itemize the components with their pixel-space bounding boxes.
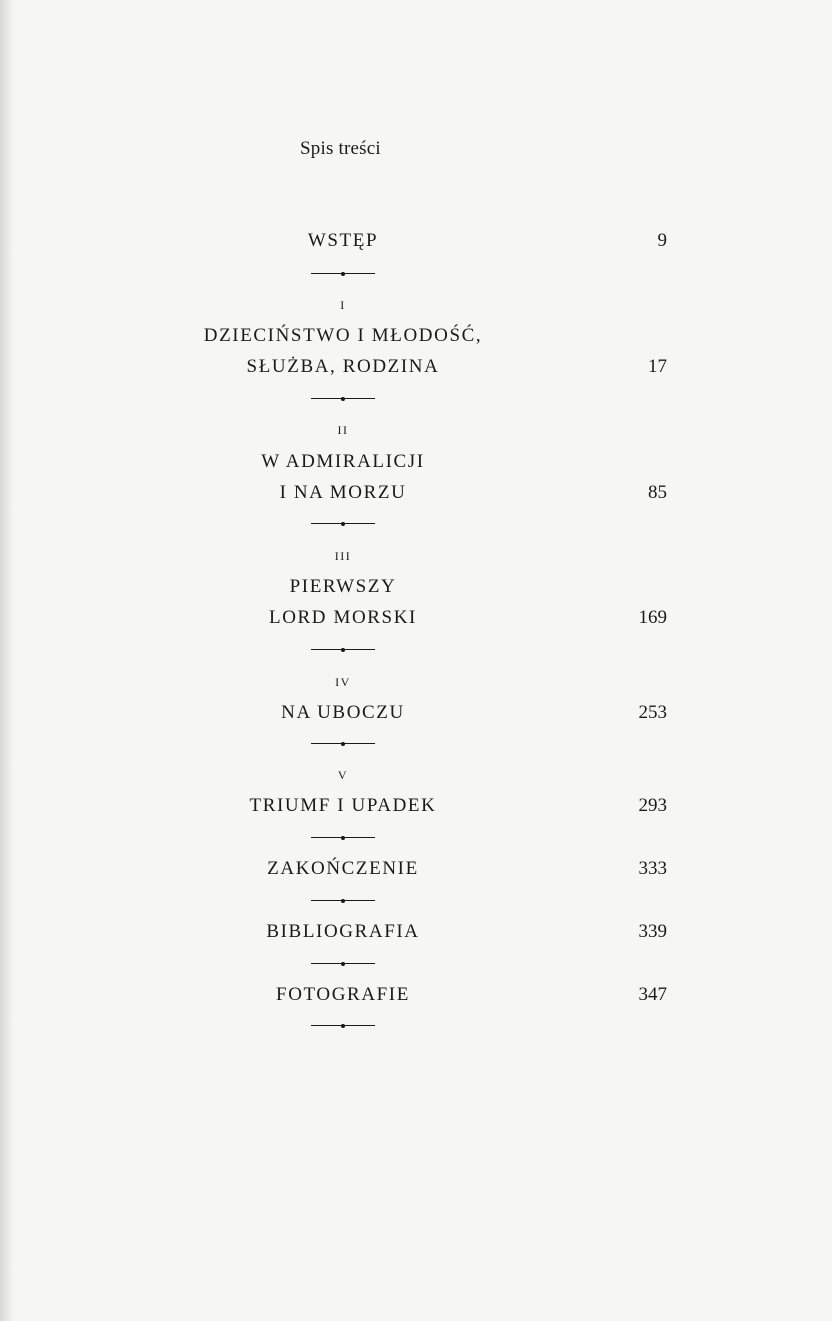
chapter-numeral: II: [337, 423, 349, 437]
toc-entry-title[interactable]: NA UBOCZU: [281, 702, 405, 723]
toc-entry-title[interactable]: ZAKOŃCZENIE: [267, 858, 419, 879]
ornament-divider: [311, 740, 375, 747]
ornament-divider: [311, 646, 375, 653]
toc-entry-page[interactable]: 9: [657, 230, 667, 251]
ornament-divider: [311, 270, 375, 277]
toc-entry-title[interactable]: BIBLIOGRAFIA: [266, 921, 420, 942]
chapter-numeral: IV: [335, 675, 351, 689]
toc-entry-title[interactable]: SŁUŻBA, RODZINA: [246, 356, 440, 377]
ornament-divider: [311, 520, 375, 527]
toc-entry-title[interactable]: FOTOGRAFIE: [276, 984, 410, 1005]
toc-entry-title[interactable]: W ADMIRALICJI: [261, 451, 425, 472]
ornament-divider: [311, 395, 375, 402]
toc-entry-page[interactable]: 347: [638, 984, 667, 1005]
toc-entry-title[interactable]: I NA MORZU: [279, 482, 407, 503]
chapter-numeral: V: [337, 768, 349, 782]
toc-entry-page[interactable]: 17: [648, 356, 667, 377]
toc-entry-title[interactable]: WSTĘP: [307, 230, 379, 251]
toc-entry-page[interactable]: 333: [638, 858, 667, 879]
ornament-divider: [311, 960, 375, 967]
toc-entry-page[interactable]: 253: [638, 702, 667, 723]
toc-entry-page[interactable]: 339: [638, 921, 667, 942]
chapter-numeral: III: [334, 549, 352, 563]
ornament-divider: [311, 897, 375, 904]
toc-entry-page[interactable]: 293: [638, 795, 667, 816]
toc-entry-page[interactable]: 85: [648, 482, 667, 503]
toc-entry-title[interactable]: DZIECIŃSTWO I MŁODOŚĆ,: [203, 325, 483, 346]
ornament-divider: [311, 1022, 375, 1029]
toc-entry-title[interactable]: TRIUMF I UPADEK: [249, 795, 437, 816]
toc-heading: Spis treści: [300, 138, 381, 159]
page-edge-shadow: [0, 0, 14, 1321]
toc-entry-title[interactable]: LORD MORSKI: [269, 607, 417, 628]
chapter-numeral: I: [340, 298, 346, 312]
toc-entry-page[interactable]: 169: [638, 607, 667, 628]
ornament-divider: [311, 834, 375, 841]
toc-entry-title[interactable]: PIERWSZY: [289, 576, 397, 597]
